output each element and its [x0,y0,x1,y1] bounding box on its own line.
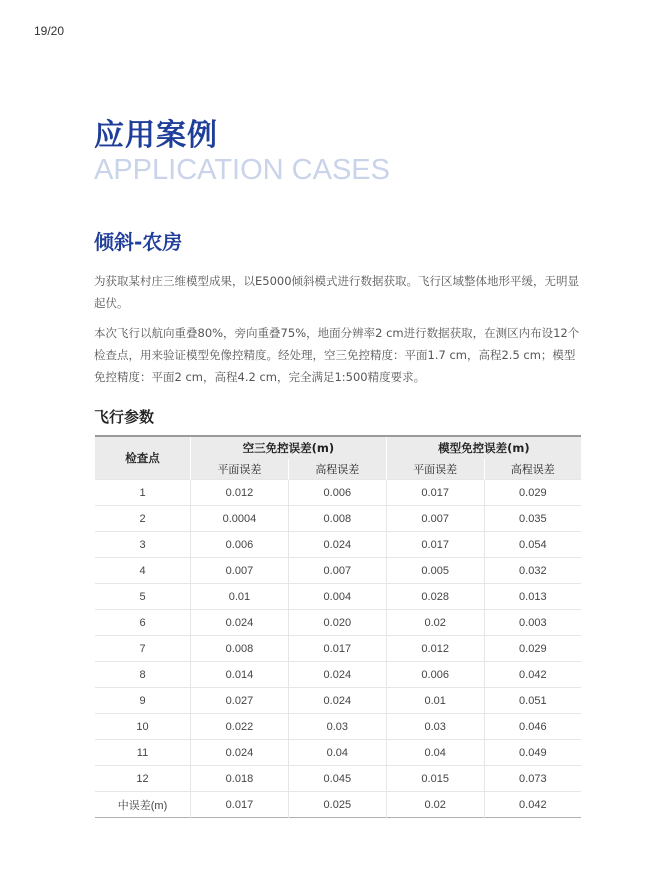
table-row [95,792,581,818]
error-value-cell: 0.003 [484,610,581,636]
table-row [95,480,581,506]
error-value-cell: 0.007 [386,506,484,532]
header-height-error: 高程误差 [288,459,386,480]
error-value-cell: 0.04 [288,740,386,766]
header-checkpoint: 检查点 [95,436,191,480]
header-height-error: 高程误差 [484,459,581,480]
error-value-cell: 0.029 [484,480,581,506]
error-value-cell: 0.014 [191,662,289,688]
checkpoint-cell: 7 [95,636,191,662]
error-value-cell: 0.024 [191,610,289,636]
checkpoint-cell: 5 [95,584,191,610]
error-value-cell: 0.054 [484,532,581,558]
checkpoint-cell: 6 [95,610,191,636]
error-value-cell: 0.032 [484,558,581,584]
table-body [95,480,581,818]
error-value-cell: 0.03 [288,714,386,740]
error-value-cell: 0.024 [288,662,386,688]
table-row [95,662,581,688]
checkpoint-cell: 3 [95,532,191,558]
intro-paragraph: 为获取某村庄三维模型成果，以E5000倾斜模式进行数据获取。飞行区域整体地形平缓，无明显起伏。 [94,274,580,310]
error-value-cell: 0.01 [191,584,289,610]
error-value-cell: 0.008 [191,636,289,662]
error-value-cell: 0.024 [288,532,386,558]
error-value-cell: 0.006 [386,662,484,688]
error-value-cell: 0.005 [386,558,484,584]
accuracy-table [95,435,581,818]
checkpoint-cell: 2 [95,506,191,532]
error-value-cell: 0.004 [288,584,386,610]
error-value-cell: 0.017 [386,480,484,506]
error-value-cell: 0.017 [191,792,289,818]
error-value-cell: 0.008 [288,506,386,532]
header-plane-error: 平面误差 [386,459,484,480]
error-value-cell: 0.029 [484,636,581,662]
checkpoint-cell: 12 [95,766,191,792]
error-value-cell: 0.012 [191,480,289,506]
header-plane-error: 平面误差 [191,459,289,480]
error-value-cell: 0.051 [484,688,581,714]
error-value-cell: 0.006 [288,480,386,506]
error-value-cell: 0.073 [484,766,581,792]
error-value-cell: 0.015 [386,766,484,792]
checkpoint-cell: 10 [95,714,191,740]
error-value-cell: 0.017 [386,532,484,558]
error-value-cell: 0.025 [288,792,386,818]
error-value-cell: 0.049 [484,740,581,766]
error-value-cell: 0.035 [484,506,581,532]
error-value-cell: 0.046 [484,714,581,740]
error-value-cell: 0.042 [484,792,581,818]
error-value-cell: 0.045 [288,766,386,792]
header-aerial-triangulation: 空三免控误差(m) [191,436,387,459]
error-value-cell: 0.028 [386,584,484,610]
error-value-cell: 0.007 [191,558,289,584]
error-value-cell: 0.024 [191,740,289,766]
checkpoint-cell: 11 [95,740,191,766]
page-subtitle: APPLICATION CASES [94,154,390,186]
table-row [95,584,581,610]
error-value-cell: 0.020 [288,610,386,636]
table-row [95,766,581,792]
checkpoint-cell: 4 [95,558,191,584]
checkpoint-cell: 9 [95,688,191,714]
table-row [95,506,581,532]
error-value-cell: 0.01 [386,688,484,714]
checkpoint-cell: 8 [95,662,191,688]
page-number: 19/20 [34,24,65,38]
table-row [95,740,581,766]
error-value-cell: 0.024 [288,688,386,714]
checkpoint-cell: 中误差(m) [95,792,191,818]
error-value-cell: 0.0004 [191,506,289,532]
table-row [95,714,581,740]
detail-paragraph: 本次飞行以航向重叠80%，旁向重叠75%，地面分辨率2 cm进行数据获取，在测区内布设12个检查点，用来验证模型免像控精度。经处理，空三免控精度：平面1.7 cm，高程2.5 cm；模型免控精度：平面2 cm，高程4.2 cm，完全满足1:500精度要求。 [94,326,580,384]
error-value-cell: 0.006 [191,532,289,558]
table-row [95,688,581,714]
error-value-cell: 0.03 [386,714,484,740]
error-value-cell: 0.012 [386,636,484,662]
error-value-cell: 0.022 [191,714,289,740]
table-row [95,610,581,636]
page-title: 应用案例 [94,118,218,153]
error-value-cell: 0.02 [386,610,484,636]
checkpoint-cell: 1 [95,480,191,506]
error-value-cell: 0.013 [484,584,581,610]
section-title: 倾斜-农房 [94,230,183,254]
table-title: 飞行参数 [94,408,155,426]
error-value-cell: 0.02 [386,792,484,818]
table-row [95,558,581,584]
error-value-cell: 0.018 [191,766,289,792]
error-value-cell: 0.042 [484,662,581,688]
header-model: 模型免控误差(m) [386,436,581,459]
error-value-cell: 0.04 [386,740,484,766]
error-value-cell: 0.027 [191,688,289,714]
error-value-cell: 0.007 [288,558,386,584]
table-row [95,636,581,662]
error-value-cell: 0.017 [288,636,386,662]
table-row [95,532,581,558]
